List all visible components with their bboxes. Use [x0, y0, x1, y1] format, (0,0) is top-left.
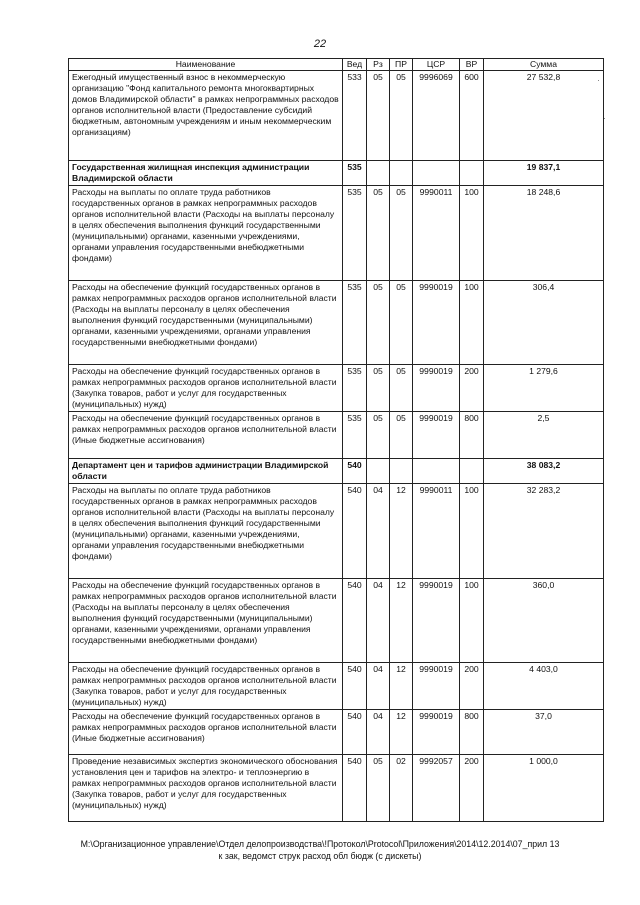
cell-ved: 535 [343, 412, 367, 459]
cell-sum: 19 837,1 [484, 161, 604, 186]
cell-ved: 540 [343, 579, 367, 663]
cell-ved: 540 [343, 710, 367, 755]
cell-rz: 04 [367, 484, 390, 579]
cell-rz: 05 [367, 281, 390, 365]
cell-pr: 12 [390, 484, 413, 579]
cell-rz: 04 [367, 663, 390, 710]
cell-csr [413, 161, 460, 186]
cell-vr: 200 [460, 755, 484, 822]
cell-vr: 600 [460, 71, 484, 161]
cell-name: Государственная жилищная инспекция администрации Владимирской области [69, 161, 343, 186]
footer-note: к зак, ведомст струк расход обл бюдж (с дискеты) [218, 851, 422, 861]
cell-pr: 05 [390, 281, 413, 365]
cell-sum: 37,0 [484, 710, 604, 755]
cell-ved: 533 [343, 71, 367, 161]
cell-vr: 100 [460, 281, 484, 365]
cell-ved: 540 [343, 484, 367, 579]
cell-ved: 535 [343, 161, 367, 186]
table-row [69, 281, 604, 365]
cell-sum: 1 279,6 [484, 365, 604, 412]
cell-rz: 04 [367, 579, 390, 663]
cell-pr: 05 [390, 71, 413, 161]
table-row [69, 459, 604, 484]
cell-csr: 9990019 [413, 281, 460, 365]
cell-name: Расходы на обеспечение функций государственных органов в рамках непрограммных расходов органов исполнительной власти (Расходы на выплаты персоналу в целях обеспечения выполнения функций государственными (муниципальными) органами, казенными учреждениями, органами управления государственными внебюджетными фондами) [69, 579, 343, 663]
cell-csr: 9990019 [413, 365, 460, 412]
table-row [69, 186, 604, 281]
cell-ved: 540 [343, 755, 367, 822]
cell-pr: 12 [390, 579, 413, 663]
cell-ved: 540 [343, 459, 367, 484]
cell-name: Расходы на обеспечение функций государственных органов в рамках непрограммных расходов органов исполнительной власти (Расходы на выплаты персоналу в целях обеспечения выполнения функций государственными (муниципальными) органами, казенными учреждениями, органами управления государственными внебюджетными фондами) [69, 281, 343, 365]
table-row [69, 579, 604, 663]
cell-ved: 540 [343, 663, 367, 710]
cell-sum: 18 248,6 [484, 186, 604, 281]
cell-rz: 05 [367, 755, 390, 822]
cell-rz: 04 [367, 710, 390, 755]
cell-vr: 800 [460, 412, 484, 459]
budget-table [68, 58, 604, 822]
cell-sum: 306,4 [484, 281, 604, 365]
cell-name: Расходы на обеспечение функций государственных органов в рамках непрограммных расходов органов исполнительной власти (Иные бюджетные ассигнования) [69, 412, 343, 459]
table-row [69, 412, 604, 459]
table-row [69, 484, 604, 579]
cell-vr: 100 [460, 484, 484, 579]
cell-pr: 02 [390, 755, 413, 822]
footer-path: M:\Организационное управление\Отдел делопроизводства\!Протокол\Protocol\Приложения\2014\12.2014\07_прил 13 [80, 839, 560, 849]
cell-name: Расходы на обеспечение функций государственных органов в рамках непрограммных расходов органов исполнительной власти (Иные бюджетные ассигнования) [69, 710, 343, 755]
cell-csr: 9996069 [413, 71, 460, 161]
cell-pr: 12 [390, 663, 413, 710]
cell-ved: 535 [343, 281, 367, 365]
cell-name: Расходы на обеспечение функций государственных органов в рамках непрограммных расходов органов исполнительной власти (Закупка товаров, работ и услуг для государственных (муниципальных) нужд) [69, 365, 343, 412]
cell-name: Расходы на выплаты по оплате труда работников государственных органов в рамках непрограммных расходов органов исполнительной власти (Расходы на выплаты персоналу в целях обеспечения выполнения функций государственными (муниципальными) органами, казенными учреждениями, органами управления государственными внебюджетными фондами) [69, 484, 343, 579]
cell-vr [460, 161, 484, 186]
cell-vr [460, 459, 484, 484]
cell-csr: 9990019 [413, 412, 460, 459]
cell-pr: 05 [390, 365, 413, 412]
header-csr: ЦСР [413, 59, 460, 71]
table-row [69, 71, 604, 161]
cell-name: Расходы на выплаты по оплате труда работников государственных органов в рамках непрограммных расходов органов исполнительной власти (Расходы на выплаты персоналу в целях обеспечения выполнения функций государственными (муниципальными) органами, казенными учреждениями, органами управления государственными внебюджетными фондами) [69, 186, 343, 281]
cell-pr: 05 [390, 186, 413, 281]
cell-sum: 2,5 [484, 412, 604, 459]
cell-vr: 800 [460, 710, 484, 755]
header-rz: Рз [367, 59, 390, 71]
cell-sum: 27 532,8 [484, 71, 604, 161]
cell-name: Расходы на обеспечение функций государственных органов в рамках непрограммных расходов органов исполнительной власти (Закупка товаров, работ и услуг для государственных (муниципальных) нужд) [69, 663, 343, 710]
cell-vr: 200 [460, 663, 484, 710]
table-row [69, 755, 604, 822]
table-row [69, 365, 604, 412]
header-ved: Вед [343, 59, 367, 71]
document-footer [40, 838, 600, 862]
header-pr: ПР [390, 59, 413, 71]
cell-sum: 38 083,2 [484, 459, 604, 484]
cell-rz: 05 [367, 412, 390, 459]
cell-vr: 100 [460, 579, 484, 663]
cell-pr [390, 161, 413, 186]
cell-rz [367, 161, 390, 186]
cell-sum: 360,0 [484, 579, 604, 663]
cell-rz: 05 [367, 71, 390, 161]
cell-sum: 32 283,2 [484, 484, 604, 579]
cell-name: Проведение независимых экспертиз экономического обоснования установления цен и тарифов на электро- и теплоэнергию в рамках непрограммных расходов органов исполнительной власти (Закупка товаров, работ и услуг для государственных (муниципальных) нужд) [69, 755, 343, 822]
cell-rz: 05 [367, 186, 390, 281]
cell-csr: 9990011 [413, 186, 460, 281]
cell-ved: 535 [343, 186, 367, 281]
cell-pr: 05 [390, 412, 413, 459]
cell-name: Ежегодный имущественный взнос в некоммерческую организацию "Фонд капитального ремонта многоквартирных домов Владимирской области" в рамках непрограммных расходов органов исполнительной власти (Предоставление субсидий бюджетным, автономным учреждениям и иным некоммерческим организациям) [69, 71, 343, 161]
page-number: 22 [313, 38, 327, 50]
cell-name: Департамент цен и тарифов администрации Владимирской области [69, 459, 343, 484]
cell-csr: 9990019 [413, 710, 460, 755]
cell-csr: 9990019 [413, 663, 460, 710]
table-row [69, 710, 604, 755]
cell-csr [413, 459, 460, 484]
cell-pr [390, 459, 413, 484]
header-name: Наименование [69, 59, 343, 71]
table-row [69, 663, 604, 710]
cell-csr: 9990019 [413, 579, 460, 663]
table-row [69, 161, 604, 186]
scan-speck [604, 118, 605, 119]
header-vr: ВР [460, 59, 484, 71]
cell-ved: 535 [343, 365, 367, 412]
cell-csr: 9992057 [413, 755, 460, 822]
cell-rz: 05 [367, 365, 390, 412]
cell-sum: 1 000,0 [484, 755, 604, 822]
cell-sum: 4 403,0 [484, 663, 604, 710]
table-body [69, 71, 604, 822]
scan-speck [598, 80, 599, 81]
table-header-row [69, 59, 604, 71]
cell-vr: 200 [460, 365, 484, 412]
cell-csr: 9990011 [413, 484, 460, 579]
cell-pr: 12 [390, 710, 413, 755]
cell-rz [367, 459, 390, 484]
header-sum: Сумма [484, 59, 604, 71]
cell-vr: 100 [460, 186, 484, 281]
